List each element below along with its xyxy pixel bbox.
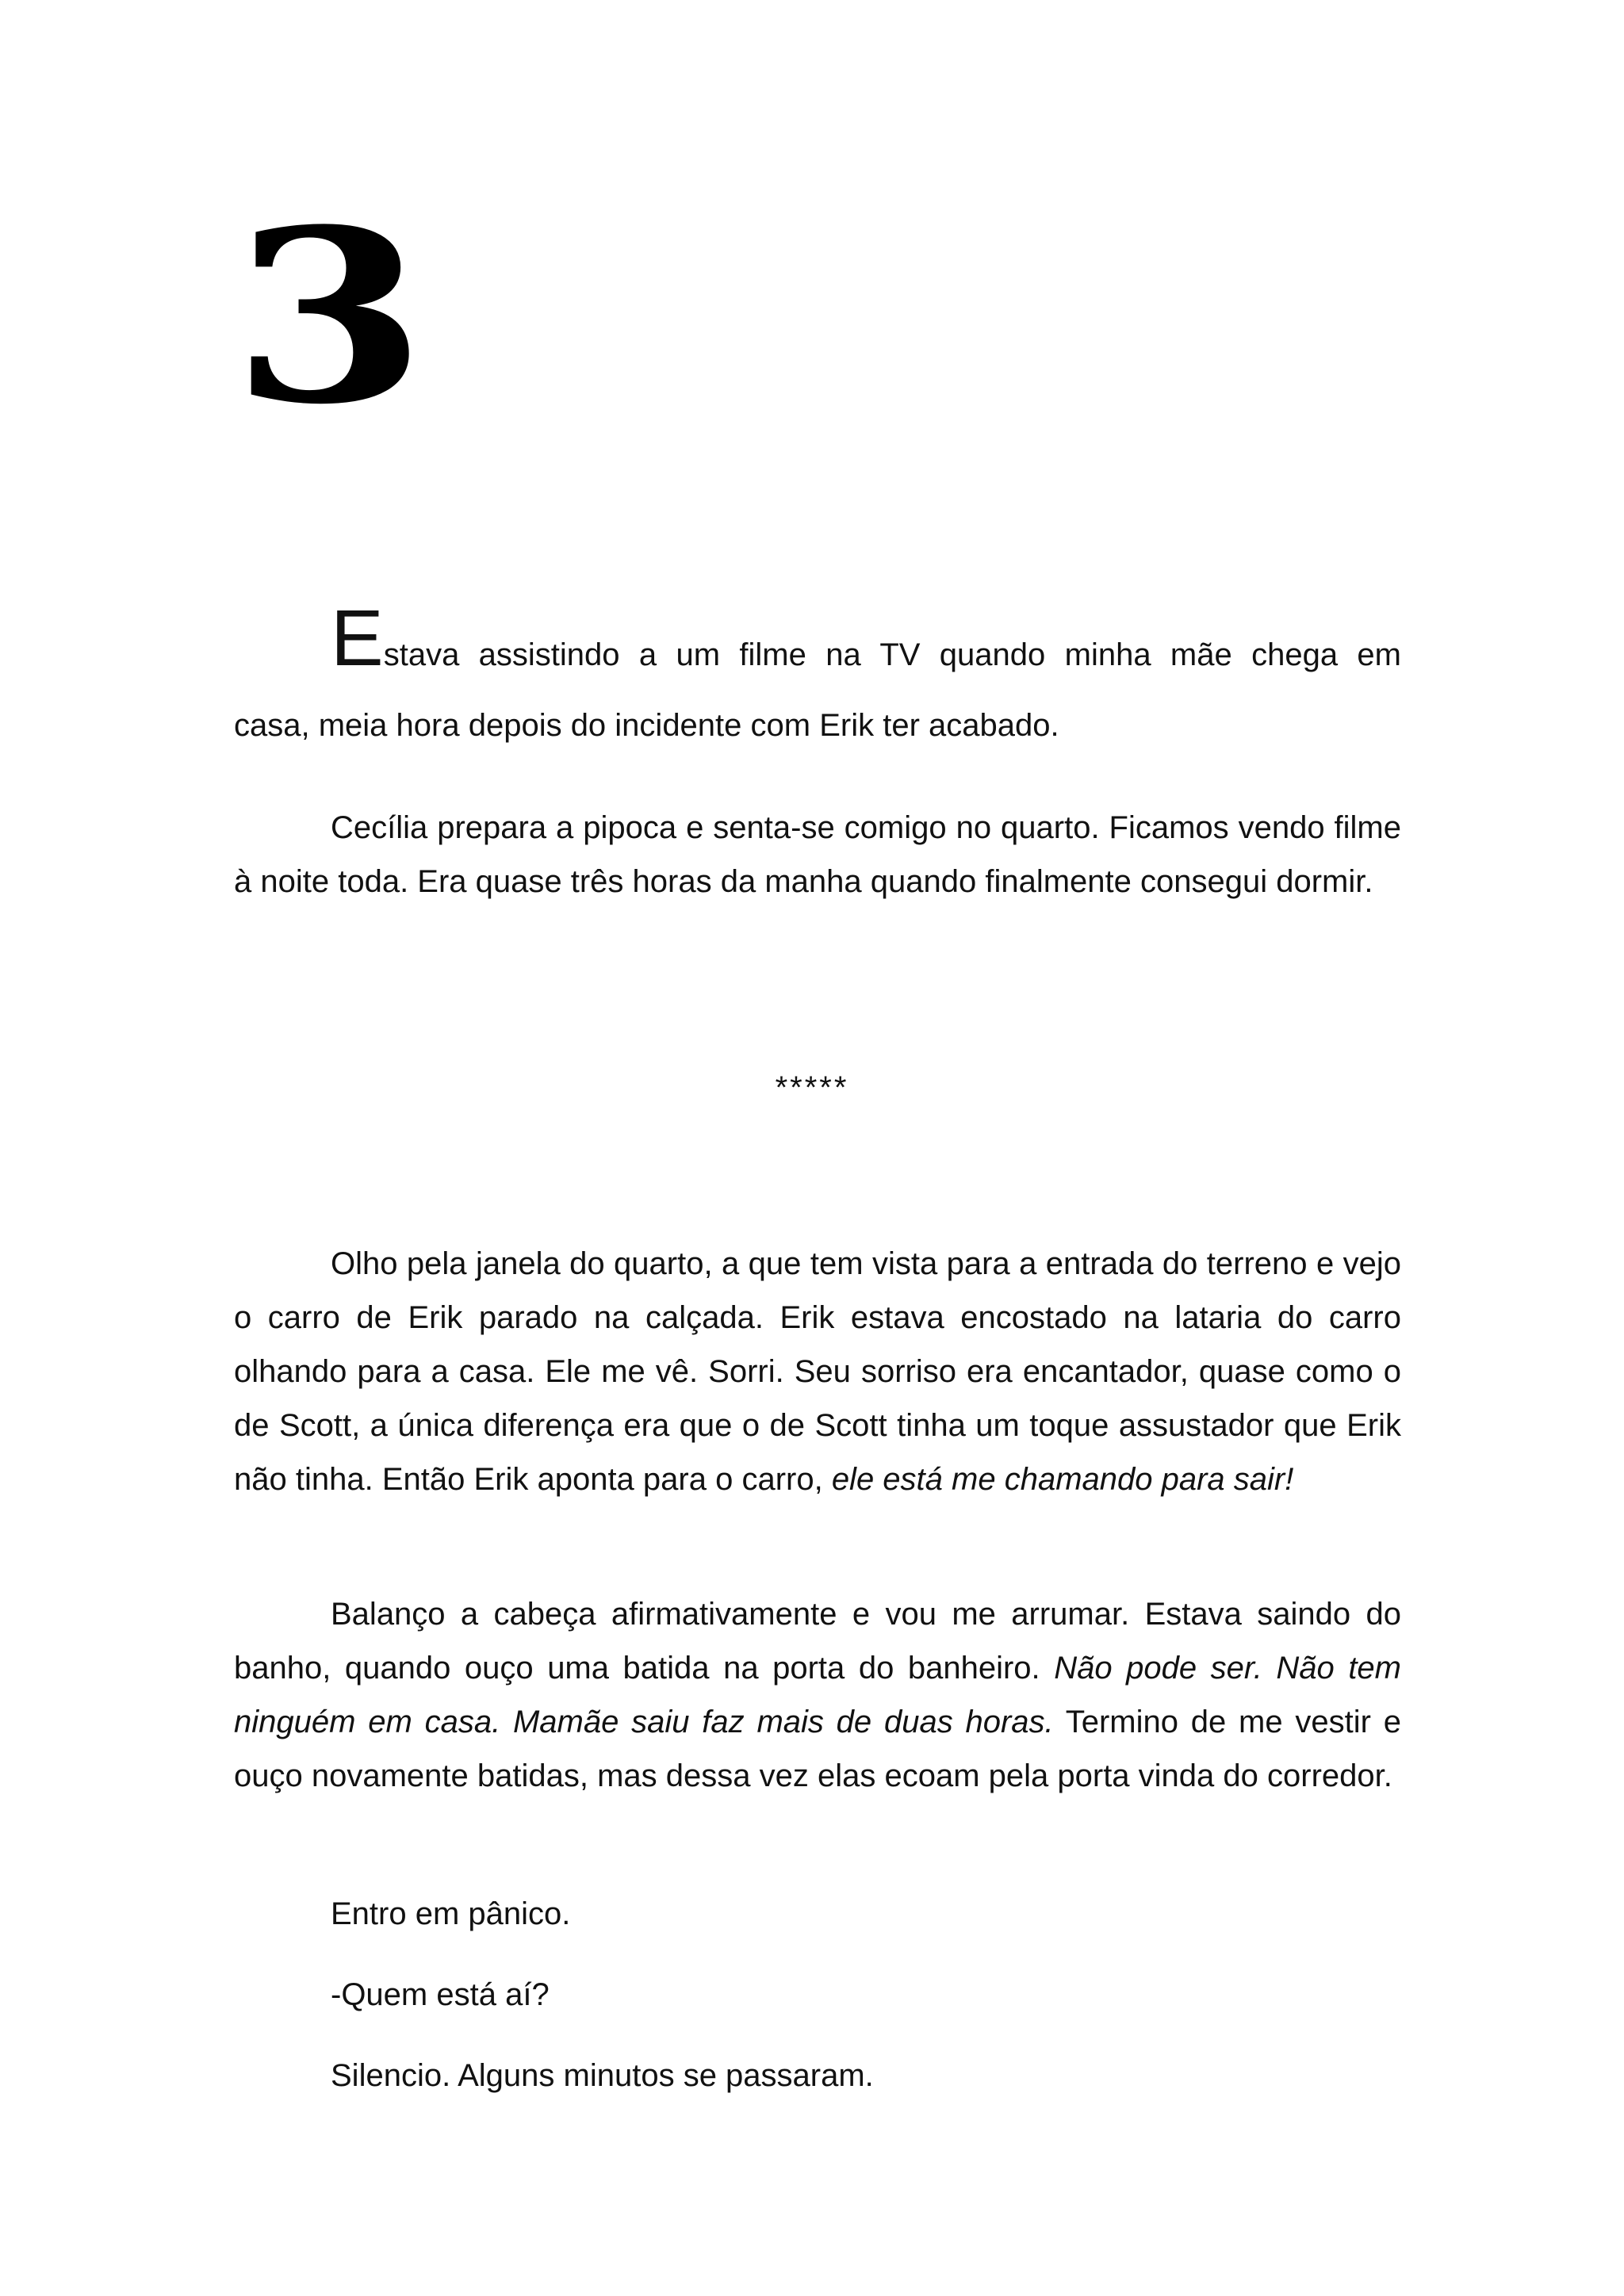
opening-second-line: casa, meia hora depois do incidente com Erik ter acabado. [234, 708, 1059, 743]
paragraph-4-text [234, 1587, 1401, 1803]
opening-first-line-text: stava assistindo a um filme na TV quando minha mãe chega em [383, 637, 1401, 672]
paragraph-3 [234, 1237, 1401, 1506]
section-separator: ***** [775, 1070, 849, 1105]
paragraph-3-text [234, 1237, 1401, 1506]
paragraph-4-after: Termino de me vestir e ouço novamente batidas, mas dessa vez elas ecoam pela porta vinda do corredor. [234, 1705, 1401, 1793]
paragraph-4-italic: Não pode ser. Não tem ninguém em casa. Mamãe saiu faz mais de duas horas. [234, 1651, 1401, 1739]
drop-cap: E [331, 594, 384, 683]
paragraph-2-text: Cecília prepara a pipoca e senta-se comigo no quarto. Ficamos vendo filme à noite toda. Era quase três horas da manha quando finalmente consegui dormir. [234, 810, 1401, 899]
paragraph-3-body: Olho pela janela do quarto, a que tem vista para a entrada do terreno e vejo o carro de Erik parado na calçada. Erik estava encostado na lataria do carro olhando para a casa. Ele me vê. Sorri. Seu sorriso era encantador, quase como o de Scott, a única diferença era que o de Scott tinha um toque assustador que Erik não tinha. Então Erik aponta para o carro, [234, 1246, 1401, 1497]
paragraph-2 [234, 801, 1401, 909]
opening-paragraph [234, 594, 1401, 752]
chapter-number: 3 [232, 177, 423, 457]
short-line-panic: Entro em pânico. [331, 1896, 571, 1931]
short-line-silence: Silencio. Alguns minutos se passaram. [331, 2058, 874, 2093]
short-line-dialogue: -Quem está aí? [331, 1977, 550, 2012]
paragraph-4-before: Balanço a cabeça afirmativamente e vou me arrumar. Estava saindo do banho, quando ouço uma batida na porta do banheiro. [234, 1597, 1401, 1686]
paragraph-3-italic: ele está me chamando para sair! [831, 1462, 1294, 1497]
paragraph-4 [234, 1587, 1401, 1803]
opening-first-line [234, 594, 1401, 691]
